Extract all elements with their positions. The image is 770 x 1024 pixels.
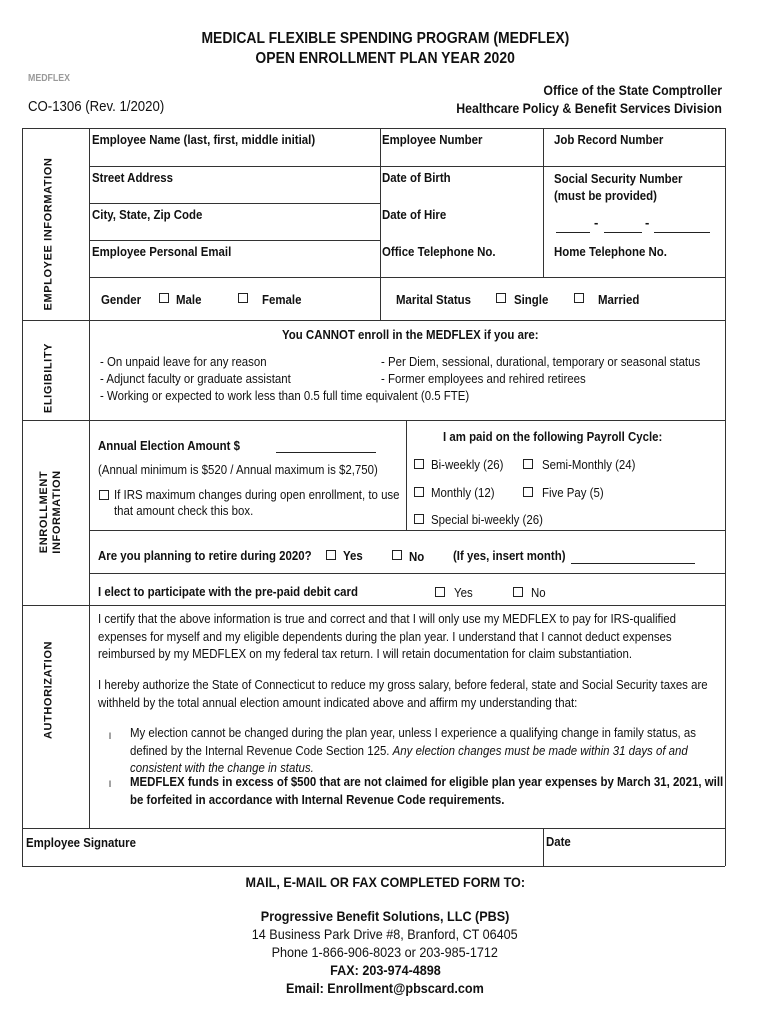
city-state-zip-field[interactable] — [92, 223, 376, 239]
debit-no-checkbox[interactable] — [513, 587, 523, 597]
date-of-hire-label: Date of Hire — [382, 207, 447, 222]
bullet-icon: l — [109, 731, 111, 741]
retire-no-label: No — [409, 549, 425, 564]
section-label-enrollment: ENROLLMENT INFORMATION — [38, 470, 63, 554]
monthly-label: Monthly (12) — [431, 485, 495, 500]
city-state-zip-label: City, State, Zip Code — [92, 207, 203, 222]
debit-no-label: No — [531, 585, 546, 600]
debit-yes-checkbox[interactable] — [435, 587, 445, 597]
personal-email-label: Employee Personal Email — [92, 244, 232, 259]
ssn-required-note: (must be provided) — [554, 188, 657, 203]
street-address-label: Street Address — [92, 170, 173, 185]
single-checkbox[interactable] — [496, 293, 506, 303]
semimonthly-checkbox[interactable] — [523, 459, 533, 469]
retire-month-label: (If yes, insert month) — [453, 548, 566, 563]
annual-election-input[interactable] — [276, 452, 376, 453]
date-of-birth-label: Date of Birth — [382, 170, 451, 185]
special-biweekly-checkbox[interactable] — [414, 514, 424, 524]
eligibility-item: - Former employees and rehired retirees — [381, 371, 586, 386]
form-number: CO-1306 (Rev. 1/2020) — [28, 98, 165, 115]
office-name: Office of the State Comptroller — [543, 82, 722, 98]
eligibility-item: - Per Diem, sessional, durational, temporary or seasonal status — [381, 354, 701, 369]
form-subtitle: OPEN ENROLLMENT PLAN YEAR 2020 — [255, 50, 515, 67]
section-label-authorization: AUTHORIZATION — [42, 640, 55, 740]
monthly-checkbox[interactable] — [414, 487, 424, 497]
married-checkbox[interactable] — [574, 293, 584, 303]
home-phone-field[interactable] — [546, 260, 722, 276]
single-label: Single — [514, 292, 549, 307]
ssn-label: Social Security Number — [554, 171, 683, 186]
irs-maximum-text: If IRS maximum changes during open enrollment, to use — [114, 487, 400, 502]
marital-status-label: Marital Status — [396, 292, 472, 307]
company-fax: FAX: 203-974-4898 — [329, 962, 441, 978]
date-label: Date — [546, 834, 571, 849]
female-label: Female — [262, 292, 302, 307]
employee-signature-label: Employee Signature — [26, 835, 136, 850]
eligibility-item: - On unpaid leave for any reason — [100, 354, 267, 369]
retire-no-checkbox[interactable] — [392, 550, 402, 560]
job-record-label: Job Record Number — [554, 132, 664, 147]
ssn-field[interactable] — [554, 210, 714, 234]
company-phone: Phone 1-866-906-8023 or 203-985-1712 — [271, 944, 499, 960]
gender-label: Gender — [101, 292, 142, 307]
home-phone-label: Home Telephone No. — [554, 244, 667, 259]
fivepay-checkbox[interactable] — [523, 487, 533, 497]
male-label: Male — [176, 292, 202, 307]
employee-number-field[interactable] — [383, 149, 539, 165]
married-label: Married — [598, 292, 640, 307]
office-phone-field[interactable] — [383, 260, 539, 276]
eligibility-item: - Working or expected to work less than 0.5 full time equivalent (0.5 FTE) — [100, 388, 470, 403]
mail-heading: MAIL, E-MAIL OR FAX COMPLETED FORM TO: — [245, 874, 525, 890]
section-label-eligibility: ELIGIBILITY — [42, 342, 55, 414]
retire-question: Are you planning to retire during 2020? — [98, 548, 312, 563]
biweekly-checkbox[interactable] — [414, 459, 424, 469]
employee-name-field[interactable] — [92, 149, 376, 165]
company-email: Email: Enrollment@pbscard.com — [286, 980, 484, 996]
street-address-field[interactable] — [92, 186, 376, 202]
debit-card-question: I elect to participate with the pre-paid debit card — [98, 584, 358, 599]
annual-min-max-note: (Annual minimum is $520 / Annual maximum is $2,750) — [98, 462, 378, 477]
job-record-field[interactable] — [546, 149, 722, 165]
fivepay-label: Five Pay (5) — [542, 485, 604, 500]
bullet-icon: l — [109, 779, 111, 789]
retire-yes-label: Yes — [343, 548, 363, 563]
ssn-separator: - — [594, 215, 599, 230]
irs-maximum-checkbox[interactable] — [99, 490, 109, 500]
date-field[interactable] — [580, 832, 720, 862]
form-title: MEDICAL FLEXIBLE SPENDING PROGRAM (MEDFLEX) — [201, 30, 569, 47]
debit-yes-label: Yes — [454, 585, 473, 600]
bullet-item: My election cannot be changed during the plan year, unless I experience a qualifying change in family status, as defined by the Internal Revenue Code Section 125. Any election changes must be made within 31 days of and consistent with the change in status. — [130, 725, 697, 775]
biweekly-label: Bi-weekly (26) — [431, 457, 504, 472]
payroll-cycle-heading: I am paid on the following Payroll Cycle: — [443, 429, 663, 444]
medflex-watermark: MEDFLEX — [28, 73, 71, 84]
company-name: Progressive Benefit Solutions, LLC (PBS) — [260, 908, 510, 924]
division-name: Healthcare Policy & Benefit Services Division — [456, 100, 722, 116]
annual-election-label: Annual Election Amount $ — [98, 438, 240, 453]
certification-paragraph: I certify that the above information is true and correct and that I will only use my MEDFLEX to pay for IRS-qualified expenses for myself and my eligible dependents during the plan year. I understand that I cannot deduct expenses reimbursed by my MEDFLEX on my federal tax return. I will retain documentation for claim substantiation. — [98, 611, 676, 661]
authorization-paragraph: I hereby authorize the State of Connecticut to reduce my gross salary, before federal, state and Social Security taxes are withheld by the total annual election amount indicated above and affirm my understanding that: — [98, 677, 708, 710]
retire-month-input[interactable] — [571, 563, 695, 564]
irs-maximum-text: that amount check this box. — [114, 503, 254, 518]
retire-yes-checkbox[interactable] — [326, 550, 336, 560]
date-of-birth-field[interactable] — [383, 186, 539, 202]
office-phone-label: Office Telephone No. — [382, 244, 496, 259]
section-label-employee-info: EMPLOYEE INFORMATION — [42, 157, 55, 311]
eligibility-item: - Adjunct faculty or graduate assistant — [100, 371, 291, 386]
male-checkbox[interactable] — [159, 293, 169, 303]
employee-signature-field[interactable] — [150, 832, 538, 862]
female-checkbox[interactable] — [238, 293, 248, 303]
special-biweekly-label: Special bi-weekly (26) — [431, 512, 543, 527]
bullet-item: MEDFLEX funds in excess of $500 that are not claimed for eligible plan year expenses by March 31, 2021, will be forfeited in accordance with Internal Revenue Code requirements. — [130, 774, 724, 807]
company-address: 14 Business Park Drive #8, Branford, CT 06405 — [252, 926, 518, 942]
employee-number-label: Employee Number — [382, 132, 483, 147]
date-of-hire-field[interactable] — [383, 223, 539, 239]
semimonthly-label: Semi-Monthly (24) — [542, 457, 636, 472]
eligibility-heading: You CANNOT enroll in the MEDFLEX if you are: — [282, 327, 539, 342]
personal-email-field[interactable] — [92, 260, 376, 276]
ssn-separator: - — [645, 215, 650, 230]
employee-name-label: Employee Name (last, first, middle initial) — [92, 132, 316, 147]
